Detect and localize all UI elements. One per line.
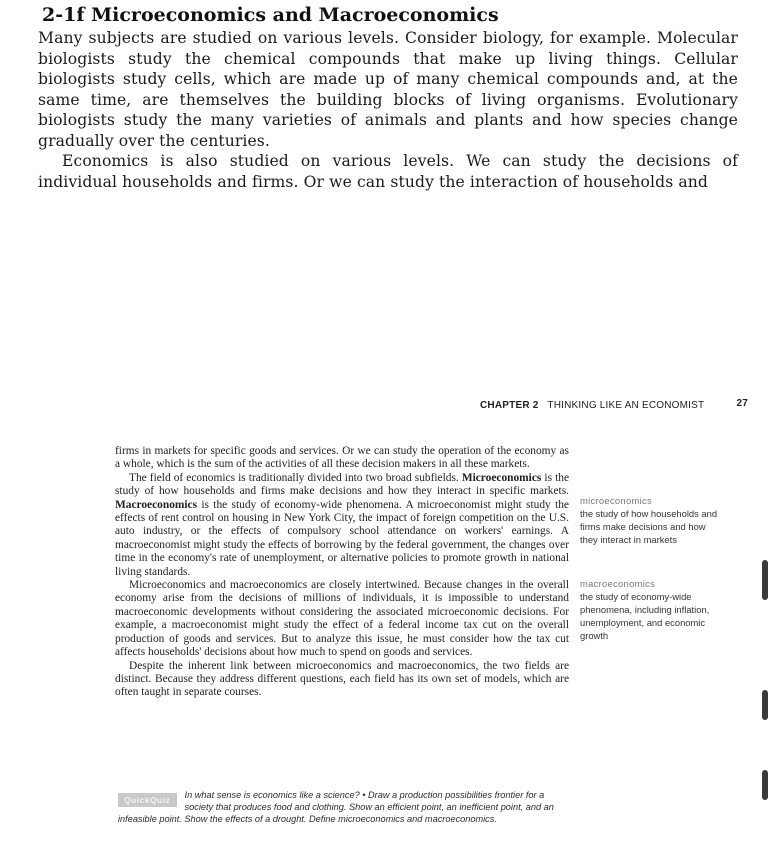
term-macroeconomics: Macroeconomics: [115, 498, 198, 511]
body-paragraph-4: Despite the inherent link between microeconomics and macroeconomics, the two fields are distinct. Because they address different questions, each field has its own set of models, which are often taught in separate courses.: [115, 659, 569, 699]
quick-quiz-badge: QuickQuiz: [118, 793, 177, 807]
biology-paragraph: Many subjects are studied on various levels. Consider biology, for example. Molecular biologists study the chemical compounds that make up living things. Cellular biologists study cells, which are made up of many chemical compounds and, at the same time, are themselves the building blocks of living organisms. Evolutionary biologists study the many varieties of animals and plants and how species change gradually over the centuries.: [38, 29, 738, 150]
chapter-label: CHAPTER 2: [480, 400, 539, 411]
p2-text-c: is the study of economy-wide phenomena. A microeconomist might study the effects of rent control on housing in New York City, the impact of foreign competition on the U.S. auto industry, or the effects of compulsory school attendance on workers' earnings. A macroeconomist might study the effects of borrowing by the federal government, the changes over time in the economy's rate of unemployment, or alternative policies to promote growth in national living standards.: [115, 498, 569, 578]
body-column: [115, 445, 569, 700]
top-page-fragment: [38, 4, 738, 192]
quick-quiz: [118, 789, 568, 826]
section-heading: 2-1f Microeconomics and Macroeconomics: [42, 4, 499, 26]
margin-definition-micro: [580, 494, 720, 546]
body-paragraph-2: [115, 472, 569, 579]
margin-definition: the study of how households and firms make decisions and how they interact in markets: [580, 508, 718, 545]
margin-term: macroeconomics: [580, 578, 656, 589]
page-number: 27: [736, 398, 748, 409]
margin-definition: the study of economy-wide phenomena, including inflation, unemployment, and economic growth: [580, 591, 710, 641]
page-edge-shadow: [762, 690, 768, 720]
p2-text-a: The field of economics is traditionally divided into two broad subfields.: [129, 471, 462, 484]
term-microeconomics: Microeconomics: [461, 471, 542, 484]
page-edge-shadow: [762, 770, 768, 800]
body-paragraph-1: firms in markets for specific goods and services. Or we can study the operation of the economy as a whole, which is the sum of the activities of all these decision makers in all these markets.: [115, 445, 569, 471]
chapter-title: THINKING LIKE AN ECONOMIST: [547, 400, 705, 411]
page-edge-shadow: [762, 560, 768, 600]
running-head: [480, 400, 748, 411]
economics-levels-paragraph: Economics is also studied on various levels. We can study the decisions of individual households and firms. Or we can study the interaction of households and: [38, 152, 738, 191]
body-paragraph-3: Microeconomics and macroeconomics are closely intertwined. Because changes in the overall economy arise from the decisions of millions of individuals, it is impossible to understand macroeconomic developments without considering the associated microeconomic decisions. For example, a macroeconomist might study the effect of a federal income tax cut on the overall production of goods and services. But to analyze this issue, he must consider how the tax cut affects households' decisions about how much to spend on goods and services.: [115, 579, 569, 659]
margin-term: microeconomics: [580, 495, 652, 506]
quick-quiz-text: In what sense is economics like a science? • Draw a production possibilities frontier for a society that produces food and clothing. Show an efficient point, an inefficient point, and an infeasible point. Show the effects of a drought. Define microeconomics and macroeconomics.: [118, 790, 554, 825]
p2-text-b: is the study of how households and firms make decisions and how they interact in specific markets.: [115, 471, 570, 498]
margin-definition-macro: [580, 577, 720, 642]
